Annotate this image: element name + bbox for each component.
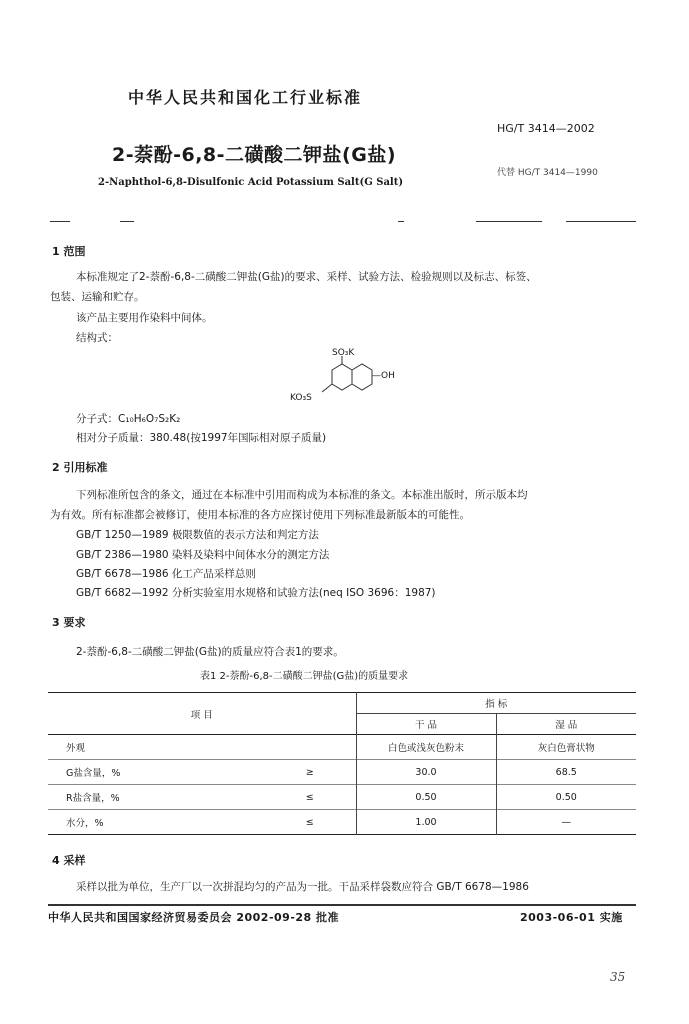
- table-caption: 表1 2-萘酚-6,8-二磺酸二钾盐(G盐)的质量要求: [200, 671, 409, 682]
- title-rule: [120, 221, 134, 222]
- table-cell: 灰白色膏状物: [496, 735, 636, 760]
- table-cell: 白色或浅灰色粉末: [356, 735, 496, 760]
- reference-item: GB/T 6678—1986 化工产品采样总则: [76, 568, 256, 580]
- table-cell: R盐含量，%: [66, 793, 120, 804]
- title-rule: [398, 221, 404, 222]
- standard-category: 中华人民共和国化工行业标准: [128, 88, 363, 107]
- table-row: [48, 810, 636, 835]
- table-cell: 0.50: [496, 785, 636, 810]
- table-header-dry: 干 品: [356, 714, 496, 735]
- title-rule: [566, 221, 636, 222]
- replaces-note: 代替 HG/T 3414—1990: [497, 168, 598, 178]
- table-cell: G盐含量，%: [66, 768, 121, 779]
- page-number: 35: [610, 970, 626, 984]
- molecular-weight: 相对分子质量：380.48(按1997年国际相对原子质量): [76, 432, 327, 444]
- table-cell: [264, 735, 356, 760]
- english-title: 2-Naphthol-6,8-Disulfonic Acid Potassium Salt(G Salt): [98, 177, 404, 188]
- table-row: [48, 735, 636, 760]
- table-header-item: 项 目: [190, 709, 213, 721]
- paragraph: 为有效。所有标准都会被修订，使用本标准的各方应探讨使用下列标准最新版本的可能性。: [50, 509, 470, 521]
- table-cell: 30.0: [356, 760, 496, 785]
- paragraph: 包装、运输和贮存。: [50, 291, 145, 303]
- structural-formula: [290, 348, 400, 408]
- molecular-formula: 分子式：C₁₀H₆O₇S₂K₂: [76, 413, 181, 425]
- paragraph: 2-萘酚-6,8-二磺酸二钾盐(G盐)的质量应符合表1的要求。: [76, 646, 344, 658]
- table-row: [48, 785, 636, 810]
- table-cell: 68.5: [496, 760, 636, 785]
- table-cell: 水分，%: [66, 818, 104, 829]
- title-rule: [50, 221, 70, 222]
- substituent-label: SO₃K: [332, 348, 355, 358]
- paragraph: 采样以批为单位，生产厂以一次拼混均匀的产品为一批。干品采样袋数应符合 GB/T 6678—1986: [76, 881, 529, 893]
- table-cell: —: [496, 810, 636, 835]
- paragraph: 下列标准所包含的条文，通过在本标准中引用而构成为本标准的条文。本标准出版时，所示版本均: [76, 489, 528, 501]
- reference-item: GB/T 1250—1989 极限数值的表示方法和判定方法: [76, 529, 319, 541]
- paragraph: 结构式：: [76, 332, 118, 344]
- section-heading: 1 范围: [52, 245, 86, 258]
- table-header-wet: 湿 品: [496, 714, 636, 735]
- approval-line: 中华人民共和国国家经济贸易委员会 2002-09-28 批准: [48, 911, 340, 924]
- table-cell: ≥: [305, 766, 314, 778]
- reference-item: GB/T 2386—1980 染料及染料中间体水分的测定方法: [76, 549, 330, 561]
- substituent-label: KO₃S: [290, 393, 312, 403]
- table-cell: 1.00: [356, 810, 496, 835]
- section-heading: 4 采样: [52, 854, 86, 867]
- table-header-index: 指 标: [356, 693, 636, 714]
- table-cell: ≤: [305, 816, 314, 828]
- table-cell: 外观: [66, 743, 86, 754]
- reference-item: GB/T 6682—1992 分析实验室用水规格和试验方法(neq ISO 3696：1987): [76, 587, 436, 599]
- section-heading: 2 引用标准: [52, 461, 108, 474]
- section-heading: 3 要求: [52, 616, 86, 629]
- substituent-label: —OH: [372, 371, 395, 381]
- paragraph: 该产品主要用作染料中间体。: [76, 312, 213, 324]
- table-row: [48, 760, 636, 785]
- table-cell: ≤: [305, 791, 314, 803]
- title-rule: [476, 221, 542, 222]
- footer-rule: [48, 904, 636, 906]
- document-title: 2-萘酚-6,8-二磺酸二钾盐(G盐): [112, 144, 396, 166]
- implementation-date: 2003-06-01 实施: [520, 911, 623, 924]
- paragraph: 本标准规定了2-萘酚-6,8-二磺酸二钾盐(G盐)的要求、采样、试验方法、检验规则以及标志、标签、: [76, 271, 537, 283]
- standard-number: HG/T 3414—2002: [497, 122, 595, 135]
- quality-table: [48, 692, 636, 835]
- table-cell: 0.50: [356, 785, 496, 810]
- table-header-row: [48, 693, 636, 714]
